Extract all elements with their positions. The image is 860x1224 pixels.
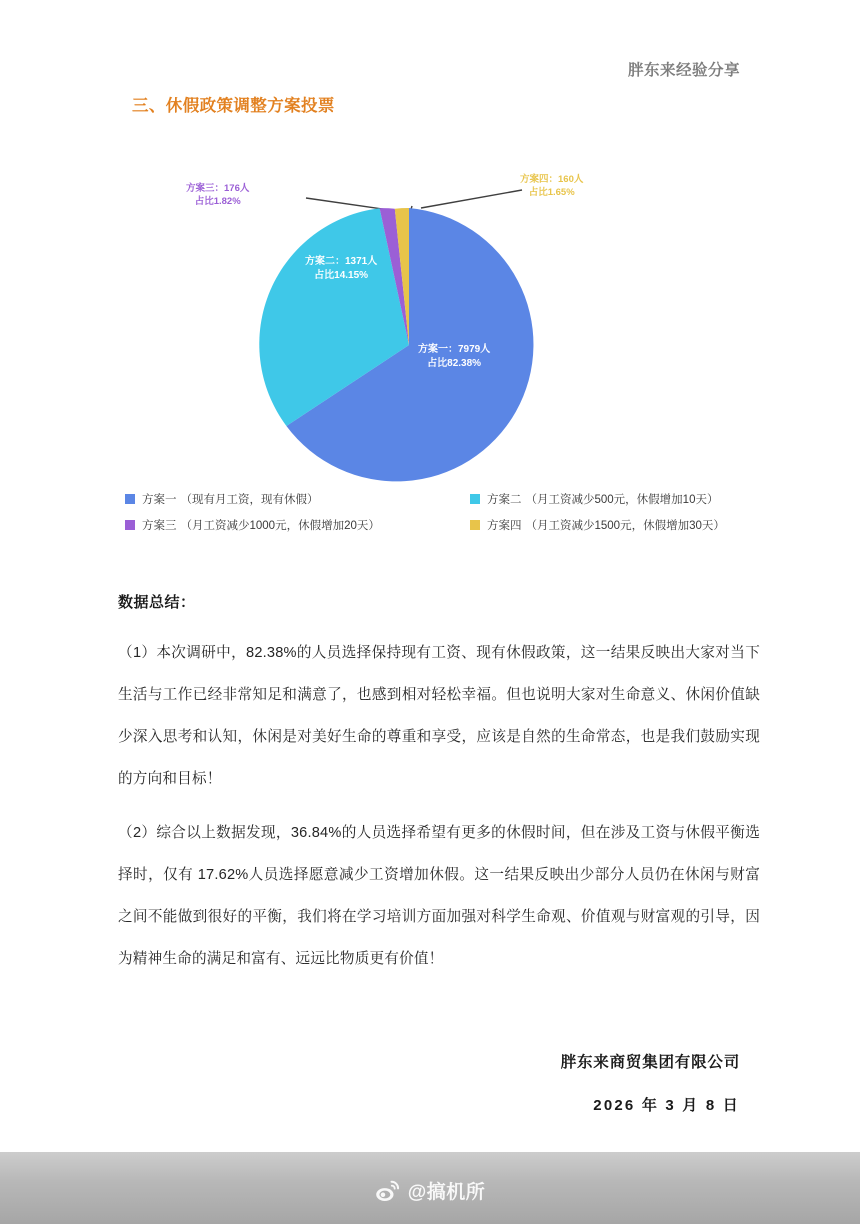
weibo-icon — [375, 1180, 401, 1202]
legend-label: 方案一 — [142, 494, 177, 506]
pie-chart — [120, 160, 760, 550]
chart-legend — [125, 486, 760, 538]
callout-line-2: 占比1.65% — [528, 186, 575, 198]
legend-label: 方案二 — [487, 494, 522, 506]
legend-swatch-icon — [125, 520, 135, 530]
signature-date: 2026 年 3 月 8 日 — [593, 1097, 740, 1114]
running-header: 胖东来经验分享 — [627, 62, 740, 79]
legend-description: （月工资减少500元，休假增加10天） — [525, 494, 719, 506]
pie-label-fangan-yi — [418, 343, 490, 371]
legend-swatch-icon — [470, 494, 480, 504]
legend-description: （现有月工资，现有休假） — [180, 494, 319, 506]
page-title: 三、休假政策调整方案投票 — [132, 97, 335, 115]
pie-callout-fangan-san — [186, 183, 249, 209]
summary-heading: 数据总结： — [118, 594, 196, 611]
slice-label-line-2: 占比14.15% — [314, 270, 369, 281]
legend-label: 方案三 — [142, 520, 177, 532]
watermark-text: @搞机所 — [407, 1182, 486, 1203]
legend-item-fangan-er — [470, 491, 760, 507]
pie-callout-fangan-si — [520, 174, 583, 200]
legend-item-fangan-san — [125, 517, 470, 533]
summary-paragraph-2: （2）综合以上数据发现，36.84%的人员选择希望有更多的休假时间，但在涉及工资与休假平衡选择时，仅有 17.62%人员选择愿意减少工资增加休假。这一结果反映出少部分人员仍在休闲与财富之间不能做到很好的平衡，我们将在学习培训方面加强对科学生命观、价值观与财富观的引导，因为精神生命的满足和富有、远远比物质更有价值！ — [118, 825, 760, 967]
pie-chart-svg — [120, 160, 760, 485]
summary-paragraph-1: （1）本次调研中，82.38%的人员选择保持现有工资、现有休假政策，这一结果反映出大家对当下生活与工作已经非常知足和满意了，也感到相对轻松幸福。但也说明大家对生命意义、休闲价值缺少深入思考和认知，休闲是对美好生命的尊重和享受，应该是自然的生命常态，也是我们鼓励实现的方向和目标！ — [118, 645, 760, 787]
legend-swatch-icon — [125, 494, 135, 504]
legend-label: 方案四 — [487, 520, 522, 532]
legend-description: （月工资减少1000元，休假增加20天） — [180, 520, 380, 532]
watermark — [0, 1177, 860, 1204]
legend-swatch-icon — [470, 520, 480, 530]
callout-line-1: 方案三：176人 — [186, 183, 250, 194]
legend-description: （月工资减少1500元，休假增加30天） — [525, 520, 725, 532]
callout-line-1: 方案四：160人 — [520, 174, 584, 185]
slice-label-line-1: 方案二：1371人 — [305, 256, 378, 267]
callout-line-right — [421, 190, 522, 208]
legend-item-fangan-si — [470, 517, 760, 533]
slice-label-line-1: 方案一：7979人 — [418, 344, 491, 355]
pie-label-fangan-er — [305, 255, 377, 283]
legend-item-fangan-yi — [125, 491, 470, 507]
pie-chart-canvas — [120, 160, 760, 485]
callout-line-2: 占比1.82% — [194, 195, 241, 207]
slice-label-line-2: 占比82.38% — [427, 358, 482, 369]
signature-company: 胖东来商贸集团有限公司 — [560, 1054, 740, 1071]
